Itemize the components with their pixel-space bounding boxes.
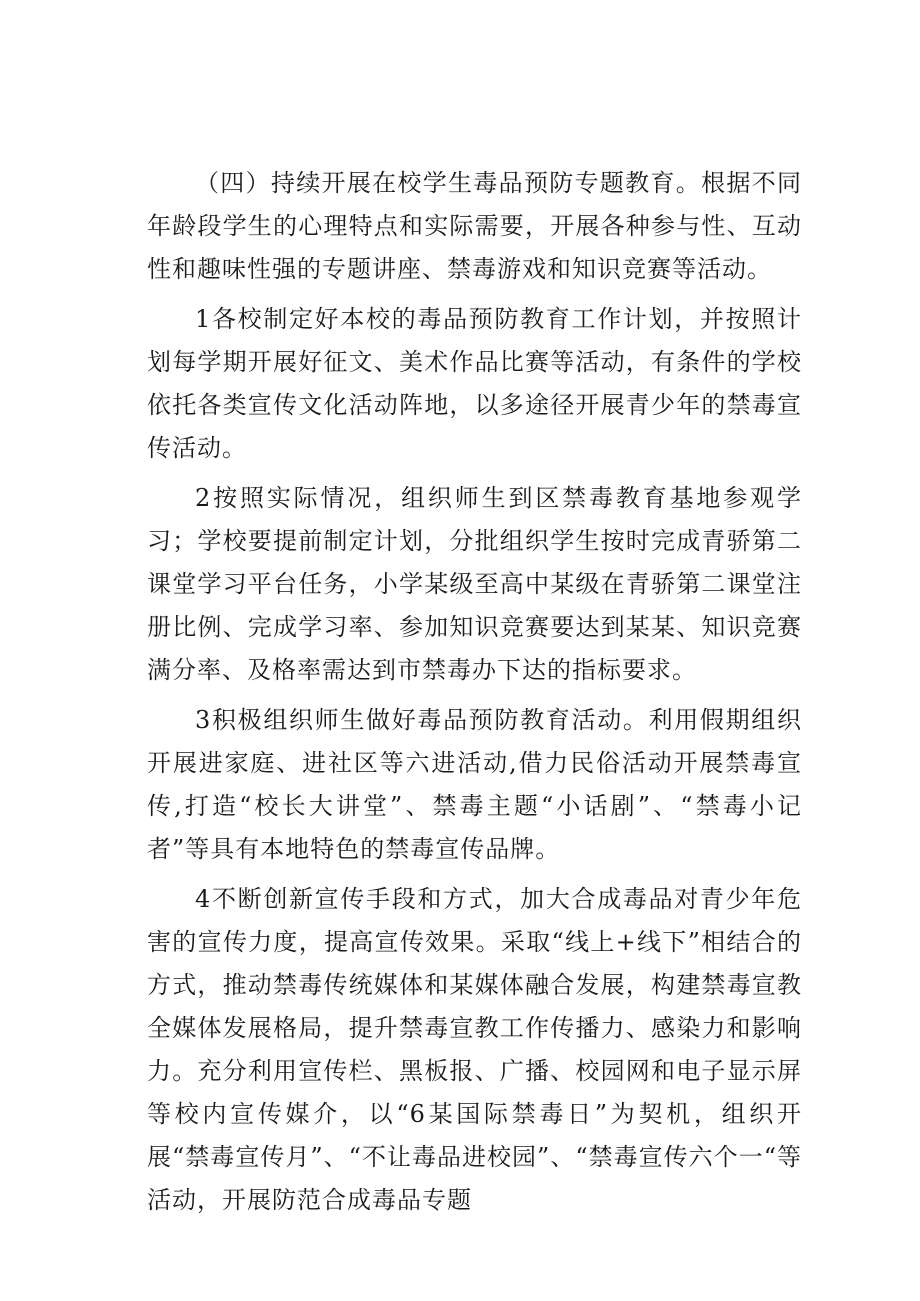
paragraph-item-4: 4不断创新宣传手段和方式，加大合成毒品对青少年危害的宣传力度，提高宣传效果。采取“线上+线下”相结合的方式，推动禁毒传统媒体和某媒体融合发展，构建禁毒宣教全媒体发展格局，提升禁毒宣教工作传播力、感染力和影响力。充分利用宣传栏、黑板报、广播、校园网和电子显示屏等校内宣传媒介，以“6某国际禁毒日”为契机，组织开展“禁毒宣传月”、“不让毒品进校园”、“禁毒宣传六个一“等活动，开展防范合成毒品专题 xyxy=(147,885,802,1214)
paragraph-item-1: 1各校制定好本校的毒品预防教育工作计划，并按照计划每学期开展好征文、美术作品比赛等活动，有条件的学校依托各类宣传文化活动阵地，以多途径开展青少年的禁毒宣传活动。 xyxy=(147,305,802,462)
document-body xyxy=(147,162,802,1229)
paragraph-section-four: （四）持续开展在校学生毒品预防专题教育。根据不同年龄段学生的心理特点和实际需要，开展各种参与性、互动性和趣味性强的专题讲座、禁毒游戏和知识竞赛等活动。 xyxy=(147,169,802,283)
paragraph-item-3: 3积极组织师生做好毒品预防教育活动。利用假期组织开展进家庭、进社区等六进活动,借力民俗活动开展禁毒宣传,打造“校长大讲堂”、禁毒主题“小话剧”、“禁毒小记者”等具有本地特色的禁毒宣传品牌。 xyxy=(147,706,802,863)
paragraph-item-2: 2按照实际情况，组织师生到区禁毒教育基地参观学习；学校要提前制定计划，分批组织学生按时完成青骄第二课堂学习平台任务，小学某级至高中某级在青骄第二课堂注册比例、完成学习率、参加知识竞赛要达到某某、知识竞赛满分率、及格率需达到市禁毒办下达的指标要求。 xyxy=(147,484,802,684)
